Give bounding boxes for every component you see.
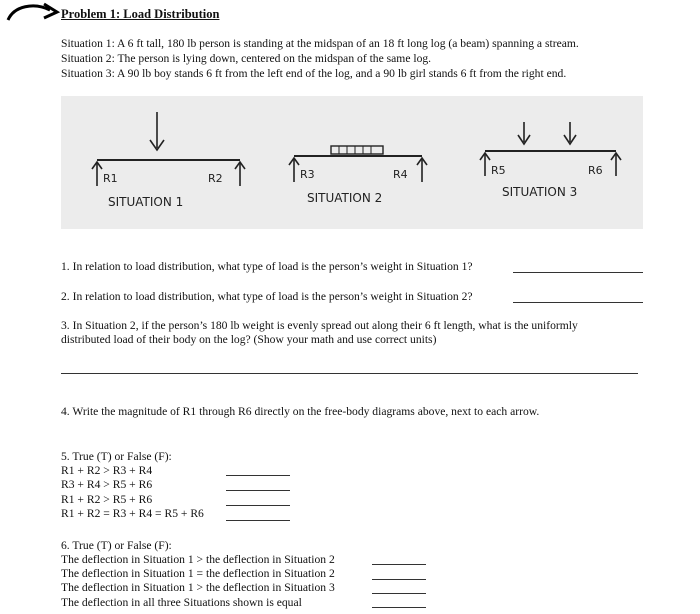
answer-line-1[interactable] bbox=[513, 272, 643, 273]
question-5-header: 5. True (T) or False (F): bbox=[61, 450, 172, 463]
question-3-line-2: distributed load of their body on the log? (Show your math and use correct units) bbox=[61, 333, 437, 346]
q5-answer-line-3[interactable] bbox=[226, 505, 290, 506]
q5-item-2: R3 + R4 > R5 + R6 bbox=[61, 478, 153, 491]
q5-answer-line-1[interactable] bbox=[226, 475, 290, 476]
label-r2: R2 bbox=[208, 172, 223, 185]
q6-answer-line-4[interactable] bbox=[372, 607, 426, 608]
diagram-situation-3 bbox=[480, 122, 621, 199]
question-1: 1. In relation to load distribution, what type of load is the person’s weight in Situation 1? bbox=[61, 260, 473, 273]
curved-arrow-icon bbox=[4, 0, 62, 24]
label-r5: R5 bbox=[491, 164, 506, 177]
label-r4: R4 bbox=[393, 168, 408, 181]
question-6-header: 6. True (T) or False (F): bbox=[61, 539, 172, 552]
free-body-diagrams bbox=[61, 96, 643, 229]
situation-3-text: Situation 3: A 90 lb boy stands 6 ft from the left end of the log, and a 90 lb girl stands 6 ft from the right end. bbox=[61, 67, 567, 80]
q5-item-4: R1 + R2 = R3 + R4 = R5 + R6 bbox=[61, 507, 204, 520]
situation-2-text: Situation 2: The person is lying down, centered on the midspan of the same log. bbox=[61, 52, 432, 65]
diagram-situation-2 bbox=[289, 146, 427, 205]
label-r1: R1 bbox=[103, 172, 118, 185]
q6-answer-line-2[interactable] bbox=[372, 579, 426, 580]
answer-line-3[interactable] bbox=[61, 373, 638, 374]
q5-item-1: R1 + R2 > R3 + R4 bbox=[61, 464, 153, 477]
label-r3: R3 bbox=[300, 168, 315, 181]
q5-answer-line-2[interactable] bbox=[226, 490, 290, 491]
q6-item-1: The deflection in Situation 1 > the deflection in Situation 2 bbox=[61, 553, 335, 566]
answer-line-2[interactable] bbox=[513, 302, 643, 303]
label-r6: R6 bbox=[588, 164, 603, 177]
q6-item-3: The deflection in Situation 1 > the deflection in Situation 3 bbox=[61, 581, 335, 594]
situation-1-text: Situation 1: A 6 ft tall, 180 lb person is standing at the midspan of an 18 ft long log (a beam) spanning a stream. bbox=[61, 37, 579, 50]
situation-1-label: SITUATION 1 bbox=[108, 195, 184, 209]
q5-answer-line-4[interactable] bbox=[226, 520, 290, 521]
question-3-line-1: 3. In Situation 2, if the person’s 180 lb weight is evenly spread out along their 6 ft length, what is the uniformly bbox=[61, 319, 578, 332]
question-4: 4. Write the magnitude of R1 through R6 directly on the free-body diagrams above, next to each arrow. bbox=[61, 405, 540, 418]
diagram-situation-1 bbox=[92, 112, 245, 209]
q6-item-4: The deflection in all three Situations shown is equal bbox=[61, 596, 302, 609]
q5-item-3: R1 + R2 > R5 + R6 bbox=[61, 493, 153, 506]
situation-2-label: SITUATION 2 bbox=[307, 191, 383, 205]
problem-title: Problem 1: Load Distribution bbox=[61, 7, 220, 21]
q6-answer-line-3[interactable] bbox=[372, 593, 426, 594]
q6-item-2: The deflection in Situation 1 = the deflection in Situation 2 bbox=[61, 567, 335, 580]
situation-3-label: SITUATION 3 bbox=[502, 185, 578, 199]
question-2: 2. In relation to load distribution, what type of load is the person’s weight in Situation 2? bbox=[61, 290, 473, 303]
q6-answer-line-1[interactable] bbox=[372, 564, 426, 565]
